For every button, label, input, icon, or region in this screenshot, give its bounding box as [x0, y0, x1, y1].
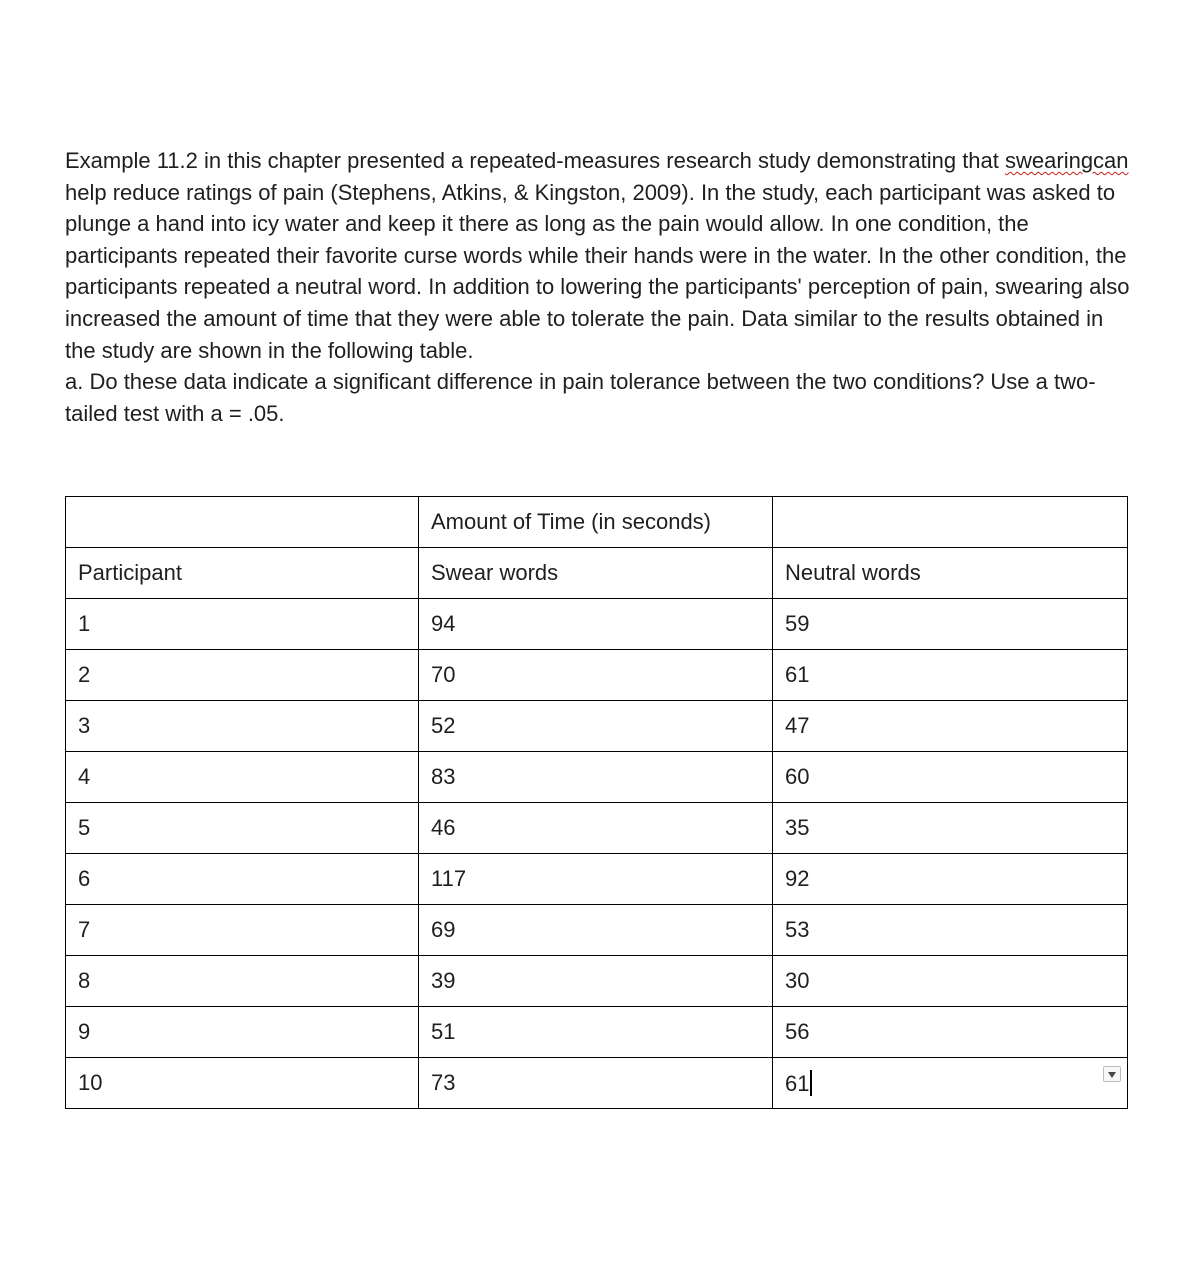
participant-cell[interactable]: 2 — [66, 650, 419, 701]
empty-header-cell[interactable] — [773, 497, 1128, 548]
problem-text-start: Example 11.2 in this chapter presented a repeated-measures research study demonstrating that — [65, 148, 1006, 173]
participant-cell[interactable]: 4 — [66, 752, 419, 803]
neutral-cell[interactable]: 30 — [773, 956, 1128, 1007]
table-row — [66, 1058, 1128, 1109]
table-header-row-group — [66, 497, 1128, 548]
participant-cell[interactable]: 9 — [66, 1007, 419, 1058]
swear-cell[interactable]: 70 — [419, 650, 773, 701]
swear-cell[interactable]: 39 — [419, 956, 773, 1007]
table-row — [66, 803, 1128, 854]
neutral-cell-active[interactable] — [773, 1058, 1128, 1109]
neutral-cell[interactable]: 56 — [773, 1007, 1128, 1058]
participant-cell[interactable]: 3 — [66, 701, 419, 752]
neutral-cell[interactable]: 61 — [773, 650, 1128, 701]
neutral-cell[interactable]: 92 — [773, 854, 1128, 905]
neutral-cell[interactable]: 35 — [773, 803, 1128, 854]
table-row — [66, 752, 1128, 803]
swear-cell[interactable]: 73 — [419, 1058, 773, 1109]
table-row — [66, 701, 1128, 752]
swear-cell[interactable]: 94 — [419, 599, 773, 650]
neutral-cell[interactable]: 47 — [773, 701, 1128, 752]
table-row — [66, 905, 1128, 956]
problem-question: a. Do these data indicate a significant difference in pain tolerance between the two conditions? Use a two-tailed test with a = .05. — [65, 369, 1096, 426]
neutral-cell[interactable]: 60 — [773, 752, 1128, 803]
swear-cell[interactable]: 83 — [419, 752, 773, 803]
swear-cell[interactable]: 52 — [419, 701, 773, 752]
participant-cell[interactable]: 10 — [66, 1058, 419, 1109]
misspelled-word[interactable]: swearingcan — [1005, 148, 1129, 173]
swear-cell[interactable]: 69 — [419, 905, 773, 956]
neutral-cell-value: 61 — [785, 1070, 810, 1096]
participant-cell[interactable]: 8 — [66, 956, 419, 1007]
participant-cell[interactable]: 1 — [66, 599, 419, 650]
table-row — [66, 956, 1128, 1007]
neutral-words-header[interactable]: Neutral words — [773, 548, 1128, 599]
problem-text-rest: help reduce ratings of pain (Stephens, Atkins, & Kingston, 2009). In the study, each participant was asked to plunge a hand into icy water and keep it there as long as the pain would allow. In one condition, the participants repeated their favorite curse words while their hands were in the water. In the other condition, the participants repeated a neutral word. In addition to lowering the participants' perception of pain, swearing also increased the amount of time that they were able to tolerate the pain. Data similar to the results obtained in the study are shown in the following table. — [65, 179, 1130, 363]
text-cursor-icon — [810, 1070, 812, 1096]
swear-cell[interactable]: 46 — [419, 803, 773, 854]
swear-cell[interactable]: 117 — [419, 854, 773, 905]
table-row — [66, 854, 1128, 905]
neutral-cell[interactable]: 59 — [773, 599, 1128, 650]
participant-cell[interactable]: 5 — [66, 803, 419, 854]
data-table — [65, 496, 1128, 1109]
table-row — [66, 650, 1128, 701]
swear-words-header[interactable]: Swear words — [419, 548, 773, 599]
empty-header-cell[interactable] — [66, 497, 419, 548]
group-header-cell[interactable]: Amount of Time (in seconds) — [419, 497, 773, 548]
swear-cell[interactable]: 51 — [419, 1007, 773, 1058]
participant-header[interactable]: Participant — [66, 548, 419, 599]
table-row — [66, 1007, 1128, 1058]
table-row — [66, 599, 1128, 650]
dropdown-arrow-icon[interactable] — [1103, 1066, 1121, 1082]
neutral-cell[interactable]: 53 — [773, 905, 1128, 956]
problem-text[interactable] — [65, 145, 1135, 429]
participant-cell[interactable]: 6 — [66, 854, 419, 905]
table-header-row — [66, 548, 1128, 599]
participant-cell[interactable]: 7 — [66, 905, 419, 956]
